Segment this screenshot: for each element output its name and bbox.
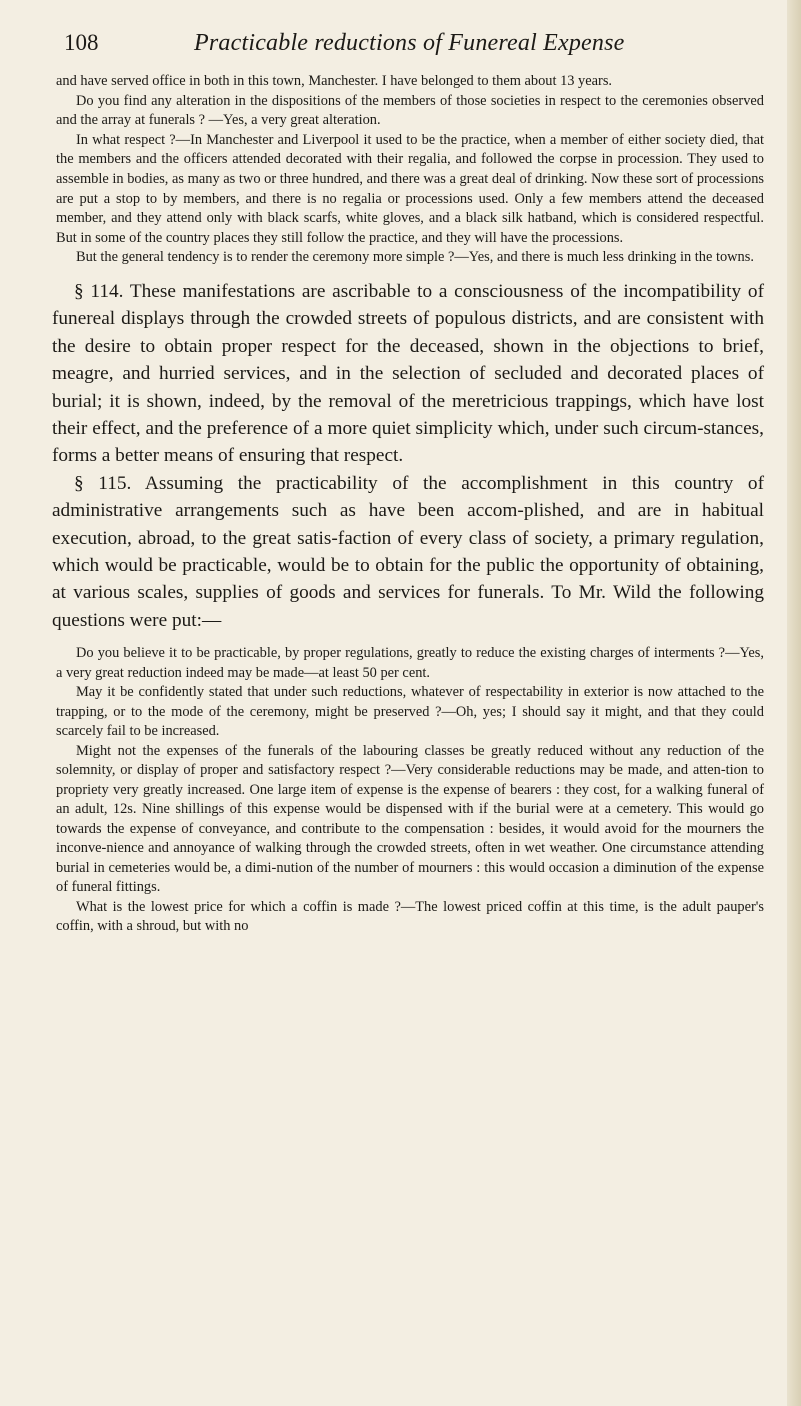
evidence-block-bottom bbox=[52, 644, 764, 937]
page-edge bbox=[787, 0, 801, 1406]
evidence-paragraph: Do you find any alteration in the dispositions of the members of those societies in respect to the ceremonies observed and the array at funerals ? —Yes, a very great alteration. bbox=[56, 92, 764, 129]
page-header bbox=[52, 30, 764, 72]
page-number: 108 bbox=[64, 30, 99, 55]
evidence-paragraph: But the general tendency is to render the ceremony more simple ?—Yes, and there is much less drinking in the towns. bbox=[76, 249, 754, 266]
evidence-paragraph: and have served office in both in this town, Manchester. I have belonged to them about 13 years. bbox=[56, 73, 613, 89]
evidence-block-top bbox=[52, 72, 764, 268]
evidence-paragraph: May it be confidently stated that under such reductions, whatever of respectability in exterior is now attached to the trapping, or to the mode of the ceremony, might be preserved ?—Oh, yes; I should say it might, and that they could scarcely fail to be increased. bbox=[56, 684, 764, 740]
evidence-paragraph: What is the lowest price for which a coffin is made ?—The lowest priced coffin at this time, is the adult pauper's coffin, with a shroud, but with no bbox=[56, 898, 764, 935]
main-text-block bbox=[52, 278, 764, 634]
evidence-paragraph: Do you believe it to be practicable, by proper regulations, greatly to reduce the existing charges of interments ?—Yes, a very great reduction indeed may be made—at least 50 per cent. bbox=[56, 645, 764, 681]
running-title: Practicable reductions of Funereal Expense bbox=[194, 30, 625, 56]
section-115-paragraph: § 115. Assuming the practicability of the accomplishment in this country of administrative arrangements such as have been accom-plished, and are in habitual execution, abroad, to the great satis-faction of every class of society, a primary regulation, which would be practicable, would be to obtain for the public the opportunity of obtaining, at various scales, supplies of goods and services for funerals. To Mr. Wild the following questions were put:— bbox=[52, 472, 764, 631]
book-page bbox=[52, 30, 764, 937]
evidence-paragraph: Might not the expenses of the funerals of the labouring classes be greatly reduced without any reduction of the solemnity, or display of proper and satisfactory respect ?—Very considerable reductions may be made, and atten-tion to propriety very greatly increased. One large item of expense is the expense of bearers : they cost, for a walking funeral of an adult, 12s. Nine shillings of this expense would be dispensed with if the burial were at a cemetery. This would go towards the expense of conveyance, and contribute to the compensation : besides, it would avoid for the mourners the inconve-nience and annoyance of walking through the crowded streets, often in wet weather. One circumstance attending burial in cemeteries would be, a dimi-nution of the number of mourners : this would occasion a diminution of the expense of funeral fittings. bbox=[56, 742, 764, 896]
section-114-paragraph: § 114. These manifestations are ascribable to a consciousness of the incompatibility of funereal displays through the crowded streets of populous districts, and are consistent with the desire to obtain proper respect for the deceased, shown in the objections to brief, meagre, and hurried services, and in the selection of secluded and decorated places of burial; it is shown, indeed, by the removal of the meretricious trappings, which have lost their effect, and the preference of a more quiet simplicity which, under such circum-stances, forms a better means of ensuring that respect. bbox=[52, 280, 764, 467]
evidence-paragraph: In what respect ?—In Manchester and Liverpool it used to be the practice, when a member of either society died, that the members and the officers attended decorated with their regalia, and followed the corpse in procession. They used to assemble in bodies, as many as two or three hundred, and there was a great deal of drinking. Now these sort of processions are put a stop to by members, and there is no regalia or processions used. Only a few members attend the deceased member, and they attend only with black scarfs, white gloves, and a black silk hatband, which is considered respectful. But in some of the country places they still follow the practice, and they will have the processions. bbox=[56, 131, 764, 246]
